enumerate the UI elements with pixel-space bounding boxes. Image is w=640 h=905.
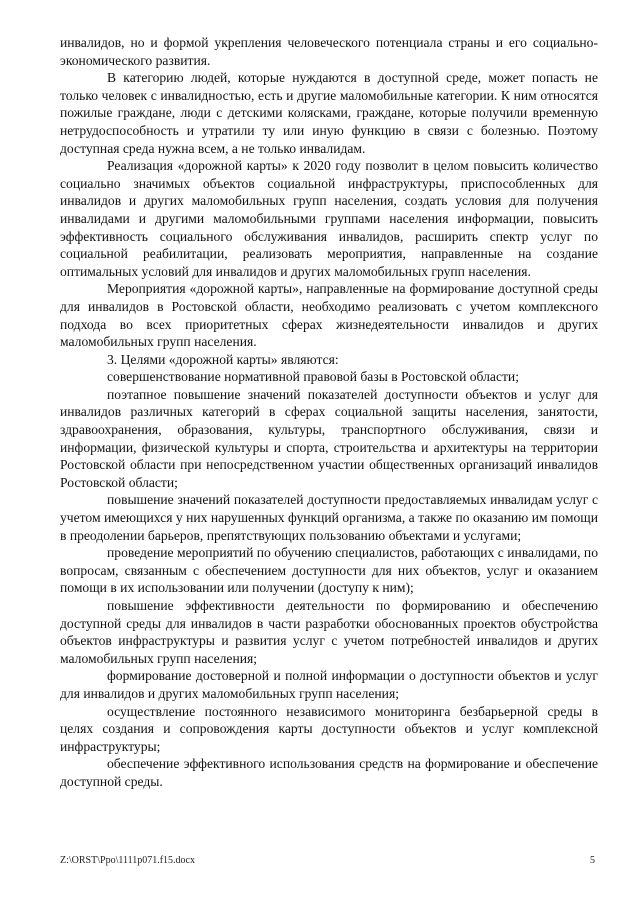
- paragraph-target-groups: В категорию людей, которые нуждаются в доступной среде, может попасть не только человек с инвалидностью, есть и другие маломобильные категории. К ним относятся пожилые граждане, люди с детскими колясками, граждане, которые получили временную нетрудоспособность и утратили ту или иную функцию в связи с болезнью. Поэтому доступная среда нужна всем, а не только инвалидам.: [60, 70, 598, 156]
- goal-item: формирование достоверной и полной информации о доступности объектов и услуг для инвалидов и других маломобильных групп населения;: [60, 668, 598, 701]
- goal-item: повышение эффективности деятельности по формированию и обеспечению доступной среды для инвалидов в части разработки обоснованных проектов обустройства объектов инфраструктуры и развития услуг с учетом потребностей инвалидов и других маломобильных групп населения;: [60, 598, 598, 666]
- goal-item: совершенствование нормативной правовой базы в Ростовской области;: [107, 369, 519, 385]
- goal-item: проведение мероприятий по обучению специалистов, работающих с инвалидами, по вопросам, связанным с обеспечением доступности для них объектов, услуг и оказанием помощи в их использовании или получении (доступу к ним);: [60, 545, 598, 596]
- goal-item: повышение значений показателей доступности предоставляемых инвалидам услуг с учетом имеющихся у них нарушенных функций организма, а также по оказанию им помощи в преодолении барьеров, препятствующих пользованию объектами и услугами;: [60, 492, 598, 543]
- footer-file-path: Z:\ORST\Ppo\1111p071.f15.docx: [60, 855, 195, 866]
- section-goals-heading: 3. Целями «дорожной карты» являются:: [107, 351, 339, 367]
- paragraph-roadmap-activities: Мероприятия «дорожной карты», направленные на формирование доступной среды для инвалидов в Ростовской области, необходимо реализовать с учетом комплексного подхода во всех приоритетных сферах жизнедеятельности инвалидов и других маломобильных групп населения.: [60, 281, 598, 350]
- goal-item: обеспечение эффективного использования средств на формирование и обеспечение доступной среды.: [60, 756, 598, 789]
- page-number: 5: [590, 855, 595, 866]
- goal-item: поэтапное повышение значений показателей доступности объектов и услуг для инвалидов различных категорий в сферах социальной защиты населения, занятости, здравоохранения, образования, культуры, транспортного обслуживания, связи и информации, физической культуры и спорта, строительства и архитектуры на территории Ростовской области при непосредственном участии общественных организаций инвалидов Ростовской области;: [60, 386, 598, 490]
- document-body: [60, 34, 598, 791]
- paragraph-continuation: инвалидов, но и формой укрепления человеческого потенциала страны и его социально-экономического развития.: [60, 35, 598, 68]
- paragraph-roadmap-results: Реализация «дорожной карты» к 2020 году позволит в целом повысить количество социально значимых объектов социальной инфраструктуры, приспособленных для инвалидов и других маломобильных групп населения, создать условия для получения инвалидами и другими маломобильными группами населения информации, повысить эффективность социального обслуживания инвалидов, расширить спектр услуг по социальной реабилитации, реализовать мероприятия, направленные на создание оптимальных условий для инвалидов и других маломобильных групп населения.: [60, 158, 598, 279]
- goal-item: осуществление постоянного независимого мониторинга безбарьерной среды в целях создания и сопровождения карты доступности объектов и услуг комплексной инфраструктуры;: [60, 703, 598, 754]
